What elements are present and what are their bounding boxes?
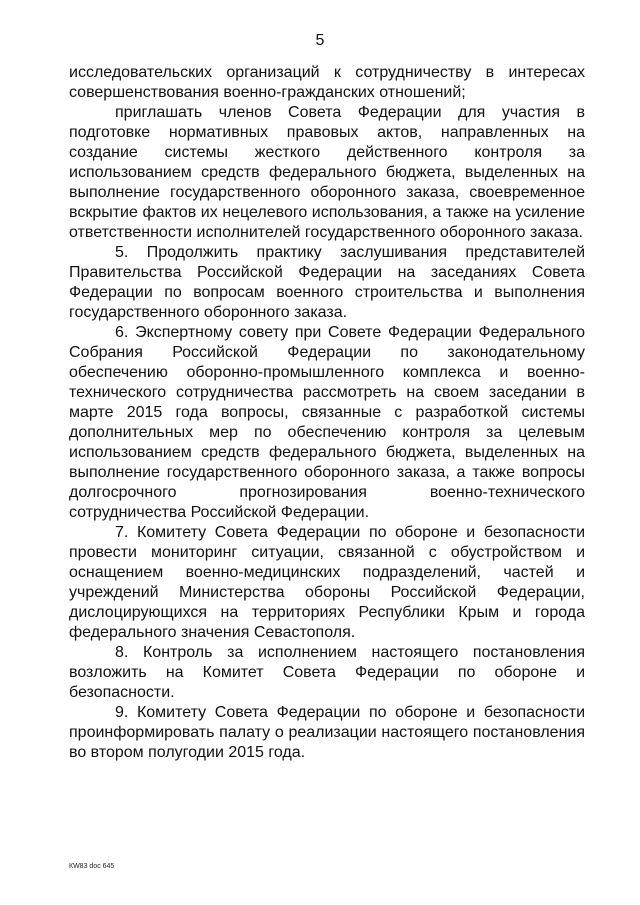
paragraph-invite-members: приглашать членов Совета Федерации для участия в подготовке нормативных правовых актов, направленных на создание системы жесткого действенного контроля за использованием средств федерального бюджета, выделенных на выполнение государственного оборонного заказа, своевременное вскрытие фактов их нецелевого использования, а также на усиление ответственности исполнителей государственного оборонного заказа. [69,104,585,241]
document-body [69,63,585,763]
paragraph-item-5: 5. Продолжить практику заслушивания представителей Правительства Российской Федерации на заседаниях Совета Федерации по вопросам военного строительства и выполнения государственного оборонного заказа. [69,244,585,321]
paragraph-item-7: 7. Комитету Совета Федерации по обороне и безопасности провести мониторинг ситуации, связанной с обустройством и оснащением военно-медицинских подразделений, частей и учреждений Министерства обороны Российской Федерации, дислоцирующихся на территориях Республики Крым и города федерального значения Севастополя. [69,524,585,641]
footer-doc-code: КW83 doc 645 [69,863,115,870]
paragraph-item-6: 6. Экспертному совету при Совете Федерации Федерального Собрания Российской Федерации по законодательному обеспечению оборонно-промышленного комплекса и военно-технического сотрудничества рассмотреть на своем заседании в марте 2015 года вопросы, связанные с разработкой системы дополнительных мер по обеспечению контроля за целевым использованием средств федерального бюджета, выделенных на выполнение государственного оборонного заказа, а также вопросы долгосрочного прогнозирования военно-технического сотрудничества Российской Федерации. [69,324,585,521]
paragraph-continuation: исследовательских организаций к сотрудничеству в интересах совершенствования военно-гражданских отношений; [69,64,585,101]
page-number: 5 [315,32,325,49]
paragraph-item-9: 9. Комитету Совета Федерации по обороне и безопасности проинформировать палату о реализации настоящего постановления во втором полугодии 2015 года. [69,704,585,761]
paragraph-item-8: 8. Контроль за исполнением настоящего постановления возложить на Комитет Совета Федерации по обороне и безопасности. [69,644,585,701]
